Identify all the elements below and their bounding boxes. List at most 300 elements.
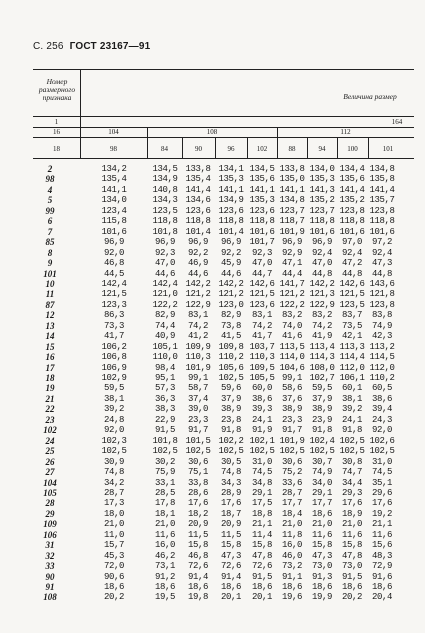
row-label: 28 <box>45 498 55 509</box>
table-cell: 118,8 <box>369 216 395 227</box>
row18-col: 88 <box>288 145 296 153</box>
table-cell: 34,2 <box>103 477 124 488</box>
table-cell: 91,4 <box>187 571 208 582</box>
table-cell: 17,5 <box>251 498 272 509</box>
table-cell: 102,7 <box>309 373 335 383</box>
row-label: 102 <box>43 425 57 436</box>
standard-title: ГОСТ 23167—91 <box>69 41 151 52</box>
table-cell: 11,6 <box>341 529 362 540</box>
table-cell: 121,8 <box>369 289 395 300</box>
table-cell: 18,6 <box>103 582 124 592</box>
table-cell: 106,2 <box>101 341 127 352</box>
table-cell: 19,2 <box>371 508 392 519</box>
table-cell: 34,3 <box>220 477 241 488</box>
table-cell: 29,6 <box>371 487 392 498</box>
table-cell: 34,0 <box>311 477 332 488</box>
table-cell: 30,9 <box>103 456 124 467</box>
table-cell: 73,3 <box>103 320 124 331</box>
row-label: 23 <box>45 414 55 425</box>
table-cell: 23,3 <box>281 414 302 425</box>
table-cell: 134,0 <box>309 164 335 174</box>
table-cell: 21,0 <box>281 519 302 530</box>
rule-after-row18 <box>33 158 414 159</box>
table-cell: 18,1 <box>154 508 175 519</box>
table-cell: 35,1 <box>371 477 392 488</box>
table-cell: 102,5 <box>279 446 305 457</box>
table-cell: 48,3 <box>371 550 392 561</box>
table-cell: 142,2 <box>309 278 335 289</box>
table-cell: 11,4 <box>251 529 272 540</box>
table-cell: 91,4 <box>220 571 241 582</box>
table-cell: 18,9 <box>341 508 362 519</box>
table-cell: 134,9 <box>152 174 178 185</box>
table-cell: 121,3 <box>309 289 335 300</box>
table-cell: 110,3 <box>249 352 275 363</box>
row-label: 98 <box>45 174 55 185</box>
table-cell: 24,1 <box>341 414 362 425</box>
table-cell: 91,1 <box>281 571 302 582</box>
table-cell: 16,0 <box>154 540 175 551</box>
table-cell: 92,9 <box>281 247 302 258</box>
row-label: 85 <box>45 237 55 248</box>
table-cell: 134,0 <box>101 195 127 206</box>
table-cell: 109,8 <box>218 341 244 352</box>
table-cell: 103,7 <box>249 341 275 352</box>
table-cell: 113,3 <box>339 341 365 352</box>
table-cell: 72,0 <box>103 561 124 572</box>
table-cell: 123,0 <box>218 299 244 310</box>
table-cell: 30,6 <box>281 456 302 467</box>
table-cell: 141,4 <box>369 184 395 195</box>
table-cell: 134,5 <box>249 164 275 174</box>
table-cell: 73,0 <box>311 561 332 572</box>
table-cell: 142,2 <box>185 278 211 289</box>
table-cell: 97,0 <box>341 237 362 248</box>
table-cell: 38,1 <box>103 393 124 404</box>
table-cell: 114,4 <box>339 352 365 363</box>
table-cell: 123,5 <box>152 205 178 216</box>
row-label: 22 <box>45 404 55 415</box>
table-cell: 20,2 <box>341 592 362 603</box>
row18-col: 100 <box>347 145 358 153</box>
row-label: 5 <box>47 195 53 206</box>
row16-group-108: 108 <box>206 128 218 136</box>
table-cell: 101,5 <box>185 435 211 446</box>
table-cell: 21,0 <box>311 519 332 530</box>
table-cell: 123,3 <box>101 299 127 310</box>
row-label: 19 <box>45 383 55 394</box>
table-cell: 38,6 <box>371 393 392 404</box>
table-cell: 72,6 <box>220 561 241 572</box>
table-cell: 47,0 <box>251 258 272 269</box>
table-cell: 17,7 <box>281 498 302 509</box>
table-cell: 83,8 <box>371 310 392 321</box>
table-cell: 21,1 <box>371 519 392 530</box>
table-cell: 142,6 <box>249 278 275 289</box>
row18-col: 96 <box>227 145 235 153</box>
row-label: 109 <box>43 519 57 530</box>
table-cell: 74,0 <box>281 320 302 331</box>
table-cell: 83,1 <box>251 310 272 321</box>
table-cell: 74,2 <box>251 320 272 331</box>
table-cell: 58,7 <box>187 383 208 394</box>
table-cell: 101,7 <box>249 237 275 248</box>
row-label: 29 <box>45 508 55 519</box>
table-cell: 114,5 <box>369 352 395 363</box>
row-label: 108 <box>43 592 57 603</box>
table-cell: 37,9 <box>220 393 241 404</box>
row-label: 12 <box>45 310 55 321</box>
table-cell: 99,1 <box>187 373 208 383</box>
table-cell: 18,6 <box>371 582 392 592</box>
row-label: 87 <box>45 299 55 310</box>
table-cell: 134,2 <box>101 164 127 174</box>
table-cell: 18,6 <box>251 582 272 592</box>
table-cell: 73,2 <box>281 561 302 572</box>
table-cell: 74,9 <box>311 467 332 478</box>
table-cell: 123,6 <box>185 205 211 216</box>
table-cell: 74,5 <box>251 467 272 478</box>
table-cell: 82,9 <box>220 310 241 321</box>
table-cell: 46,8 <box>103 258 124 269</box>
table-cell: 41,2 <box>187 331 208 342</box>
table-cell: 121,2 <box>185 289 211 300</box>
row-label: 11 <box>45 289 55 300</box>
row-label: 9 <box>47 258 53 269</box>
table-cell: 101,4 <box>218 226 244 237</box>
table-cell: 18,6 <box>341 582 362 592</box>
table-cell: 90,6 <box>103 571 124 582</box>
table-cell: 102,5 <box>369 446 395 457</box>
table-cell: 72,9 <box>371 561 392 572</box>
row-label: 32 <box>45 550 55 561</box>
table-cell: 18,7 <box>220 508 241 519</box>
table-cell: 15,7 <box>103 540 124 551</box>
table-cell: 18,6 <box>187 582 208 592</box>
table-cell: 113,5 <box>279 341 305 352</box>
column-header-right: Величина размер <box>343 92 397 101</box>
table-cell: 92,3 <box>154 247 175 258</box>
row1-label: 1 <box>54 118 59 126</box>
table-cell: 104,6 <box>279 362 305 373</box>
table-cell: 135,3 <box>218 174 244 185</box>
table-cell: 30,2 <box>154 456 175 467</box>
table-cell: 142,6 <box>339 278 365 289</box>
table-cell: 60,0 <box>251 383 272 394</box>
table-cell: 74,7 <box>341 467 362 478</box>
table-cell: 122,2 <box>279 299 305 310</box>
table-cell: 15,8 <box>220 540 241 551</box>
page-number: С. 256 <box>33 41 64 52</box>
table-cell: 38,9 <box>220 404 241 415</box>
row-label: 18 <box>45 373 55 383</box>
table-cell: 91,9 <box>251 425 272 436</box>
row-label: 21 <box>45 393 55 404</box>
table-cell: 141,1 <box>279 184 305 195</box>
table-cell: 38,1 <box>341 393 362 404</box>
table-cell: 133,8 <box>185 164 211 174</box>
table-cell: 73,1 <box>154 561 175 572</box>
table-cell: 46,8 <box>187 550 208 561</box>
table-cell: 21,0 <box>154 519 175 530</box>
table-cell: 58,6 <box>281 383 302 394</box>
table-cell: 101,6 <box>369 226 395 237</box>
table-cell: 123,8 <box>369 205 395 216</box>
row-label: 17 <box>45 362 55 373</box>
table-cell: 33,6 <box>281 477 302 488</box>
row18-col: 90 <box>195 145 202 153</box>
table-cell: 91,3 <box>311 571 332 582</box>
table-cell: 59,6 <box>220 383 241 394</box>
table-cell: 74,4 <box>154 320 175 331</box>
table-cell: 28,7 <box>281 487 302 498</box>
table-cell: 18,6 <box>154 582 175 592</box>
table-cell: 112,0 <box>369 362 395 373</box>
table-cell: 91,8 <box>311 425 332 436</box>
row-label: 7 <box>47 226 53 237</box>
table-cell: 22,9 <box>154 414 175 425</box>
table-cell: 23,9 <box>311 414 332 425</box>
table-cell: 21,0 <box>103 519 124 530</box>
table-cell: 46,9 <box>187 258 208 269</box>
table-cell: 134,1 <box>218 164 244 174</box>
table-cell: 41,9 <box>311 331 332 342</box>
table-cell: 140,8 <box>152 184 178 195</box>
table-cell: 31,0 <box>251 456 272 467</box>
table-cell: 39,2 <box>341 404 362 415</box>
table-cell: 110,2 <box>218 352 244 363</box>
rule-top <box>33 69 414 70</box>
table-cell: 73,5 <box>341 320 362 331</box>
table-cell: 135,2 <box>339 195 365 206</box>
row18-col: 94 <box>318 145 326 153</box>
table-cell: 44,8 <box>371 268 392 279</box>
table-cell: 15,8 <box>341 540 362 551</box>
table-cell: 96,9 <box>187 237 208 248</box>
table-cell: 118,8 <box>218 216 244 227</box>
table-cell: 34,4 <box>341 477 362 488</box>
table-cell: 72,6 <box>187 561 208 572</box>
table-cell: 83,2 <box>311 310 332 321</box>
table-cell: 18,4 <box>281 508 302 519</box>
table-cell: 142,2 <box>218 278 244 289</box>
row-label: 105 <box>43 487 57 498</box>
table-cell: 121,2 <box>218 289 244 300</box>
table-cell: 20,9 <box>187 519 208 530</box>
table-cell: 74,5 <box>371 467 392 478</box>
table-cell: 28,7 <box>103 487 124 498</box>
table-cell: 135,7 <box>369 195 395 206</box>
table-cell: 118,8 <box>309 216 335 227</box>
table-cell: 11,6 <box>311 529 332 540</box>
row-label: 25 <box>45 446 55 457</box>
table-cell: 109,5 <box>249 362 275 373</box>
table-cell: 46,2 <box>154 550 175 561</box>
table-cell: 37,9 <box>311 393 332 404</box>
table-cell: 41,6 <box>281 331 302 342</box>
table-cell: 16,0 <box>281 540 302 551</box>
table-cell: 101,4 <box>185 226 211 237</box>
row16-group-112: 112 <box>340 128 351 136</box>
table-cell: 17,6 <box>187 498 208 509</box>
table-cell: 41,7 <box>251 331 272 342</box>
table-cell: 11,5 <box>187 529 208 540</box>
row-label: 4 <box>47 184 53 195</box>
table-cell: 23,3 <box>187 414 208 425</box>
table-cell: 36,3 <box>154 393 175 404</box>
row-label: 16 <box>45 352 55 363</box>
table-cell: 114,0 <box>279 352 305 363</box>
table-cell: 18,0 <box>103 508 124 519</box>
table-cell: 75,1 <box>187 467 208 478</box>
table-cell: 96,9 <box>220 237 241 248</box>
table-cell: 47,1 <box>281 258 302 269</box>
table-cell: 21,1 <box>251 519 272 530</box>
table-cell: 24,3 <box>371 414 392 425</box>
table-cell: 102,5 <box>185 446 211 457</box>
table-cell: 83,2 <box>281 310 302 321</box>
table-cell: 92,3 <box>251 247 272 258</box>
table-cell: 102,9 <box>101 373 127 383</box>
row18-col: 98 <box>110 145 117 153</box>
row-label: 90 <box>45 571 55 582</box>
table-cell: 11,8 <box>281 529 302 540</box>
table-cell: 15,8 <box>187 540 208 551</box>
table-cell: 29,1 <box>311 487 332 498</box>
table-cell: 96,9 <box>281 237 302 248</box>
table-cell: 45,3 <box>103 550 124 561</box>
table-cell: 135,6 <box>339 174 365 185</box>
table-cell: 19,6 <box>281 592 302 603</box>
table-cell: 44,6 <box>187 268 208 279</box>
table-cell: 18,2 <box>187 508 208 519</box>
table-cell: 113,4 <box>309 341 335 352</box>
table-cell: 30,7 <box>311 456 332 467</box>
table-cell: 44,5 <box>103 268 124 279</box>
table-cell: 134,5 <box>152 164 178 174</box>
table-cell: 47,3 <box>371 258 392 269</box>
table-cell: 19,5 <box>154 592 175 603</box>
table-cell: 24,8 <box>103 414 124 425</box>
table-cell: 121,5 <box>101 289 127 300</box>
table-cell: 15,8 <box>251 540 272 551</box>
table-cell: 122,2 <box>152 299 178 310</box>
table-cell: 114,3 <box>309 352 335 363</box>
table-cell: 33,8 <box>187 477 208 488</box>
table-cell: 106,1 <box>339 373 365 383</box>
table-cell: 101,9 <box>279 226 305 237</box>
table-cell: 39,0 <box>187 404 208 415</box>
table-cell: 134,3 <box>152 195 178 206</box>
table-cell: 92,2 <box>220 247 241 258</box>
table-cell: 60,5 <box>371 383 392 394</box>
table-cell: 106,9 <box>101 362 127 373</box>
table-cell: 108,0 <box>309 362 335 373</box>
table-cell: 44,8 <box>341 268 362 279</box>
table-cell: 74,8 <box>220 467 241 478</box>
table-cell: 133,8 <box>279 164 305 174</box>
table-cell: 141,1 <box>249 184 275 195</box>
table-cell: 134,8 <box>369 164 395 174</box>
table-cell: 91,5 <box>251 571 272 582</box>
table-cell: 29,1 <box>251 487 272 498</box>
table-cell: 122,9 <box>185 299 211 310</box>
table-cell: 135,2 <box>309 195 335 206</box>
table-cell: 44,6 <box>154 268 175 279</box>
table-cell: 91,8 <box>341 425 362 436</box>
table-cell: 141,1 <box>101 184 127 195</box>
table-cell: 101,8 <box>152 226 178 237</box>
table-cell: 118,8 <box>152 216 178 227</box>
table-cell: 121,5 <box>249 289 275 300</box>
table-cell: 118,8 <box>339 216 365 227</box>
table-cell: 101,8 <box>152 435 178 446</box>
rule-after-header <box>33 116 414 117</box>
table-cell: 40,9 <box>154 331 175 342</box>
table-cell: 21,0 <box>341 519 362 530</box>
table-cell: 38,9 <box>311 404 332 415</box>
table-cell: 92,0 <box>103 247 124 258</box>
row18-label: 18 <box>53 145 60 153</box>
table-cell: 30,6 <box>187 456 208 467</box>
table-cell: 20,1 <box>251 592 272 603</box>
table-cell: 123,6 <box>218 205 244 216</box>
rule-row16-groups <box>33 137 414 138</box>
row-label: 26 <box>45 456 55 467</box>
row16-label: 16 <box>53 128 60 136</box>
table-cell: 141,3 <box>309 184 335 195</box>
table-cell: 118,8 <box>185 216 211 227</box>
table-cell: 18,6 <box>220 582 241 592</box>
table-cell: 92,0 <box>371 425 392 436</box>
table-cell: 101,6 <box>339 226 365 237</box>
table-cell: 97,2 <box>371 237 392 248</box>
table-cell: 102,4 <box>309 435 335 446</box>
table-cell: 39,4 <box>371 404 392 415</box>
table-cell: 134,6 <box>185 195 211 206</box>
row-label: 101 <box>43 268 57 279</box>
table-cell: 75,9 <box>154 467 175 478</box>
table-cell: 121,0 <box>152 289 178 300</box>
table-cell: 123,8 <box>369 299 395 310</box>
table-cell: 134,9 <box>218 195 244 206</box>
table-cell: 123,6 <box>249 299 275 310</box>
table-cell: 118,7 <box>279 216 305 227</box>
table-cell: 47,2 <box>341 258 362 269</box>
table-cell: 20,9 <box>220 519 241 530</box>
table-cell: 121,5 <box>339 289 365 300</box>
table-cell: 11,6 <box>154 529 175 540</box>
table-cell: 18,8 <box>251 508 272 519</box>
table-cell: 91,7 <box>281 425 302 436</box>
page-header <box>33 41 150 52</box>
table-cell: 24,1 <box>251 414 272 425</box>
table-cell: 134,4 <box>339 164 365 174</box>
table-cell: 92,2 <box>187 247 208 258</box>
row-label: 104 <box>43 477 57 488</box>
table-cell: 59,5 <box>311 383 332 394</box>
table-cell: 96,9 <box>154 237 175 248</box>
table-cell: 143,6 <box>369 278 395 289</box>
table-cell: 82,9 <box>154 310 175 321</box>
table-cell: 142,4 <box>101 278 127 289</box>
row-label: 13 <box>45 320 55 331</box>
table-cell: 118,8 <box>249 216 275 227</box>
table-cell: 110,2 <box>369 373 395 383</box>
table-cell: 101,6 <box>249 226 275 237</box>
table-cell: 91,7 <box>187 425 208 436</box>
table-cell: 73,0 <box>341 561 362 572</box>
